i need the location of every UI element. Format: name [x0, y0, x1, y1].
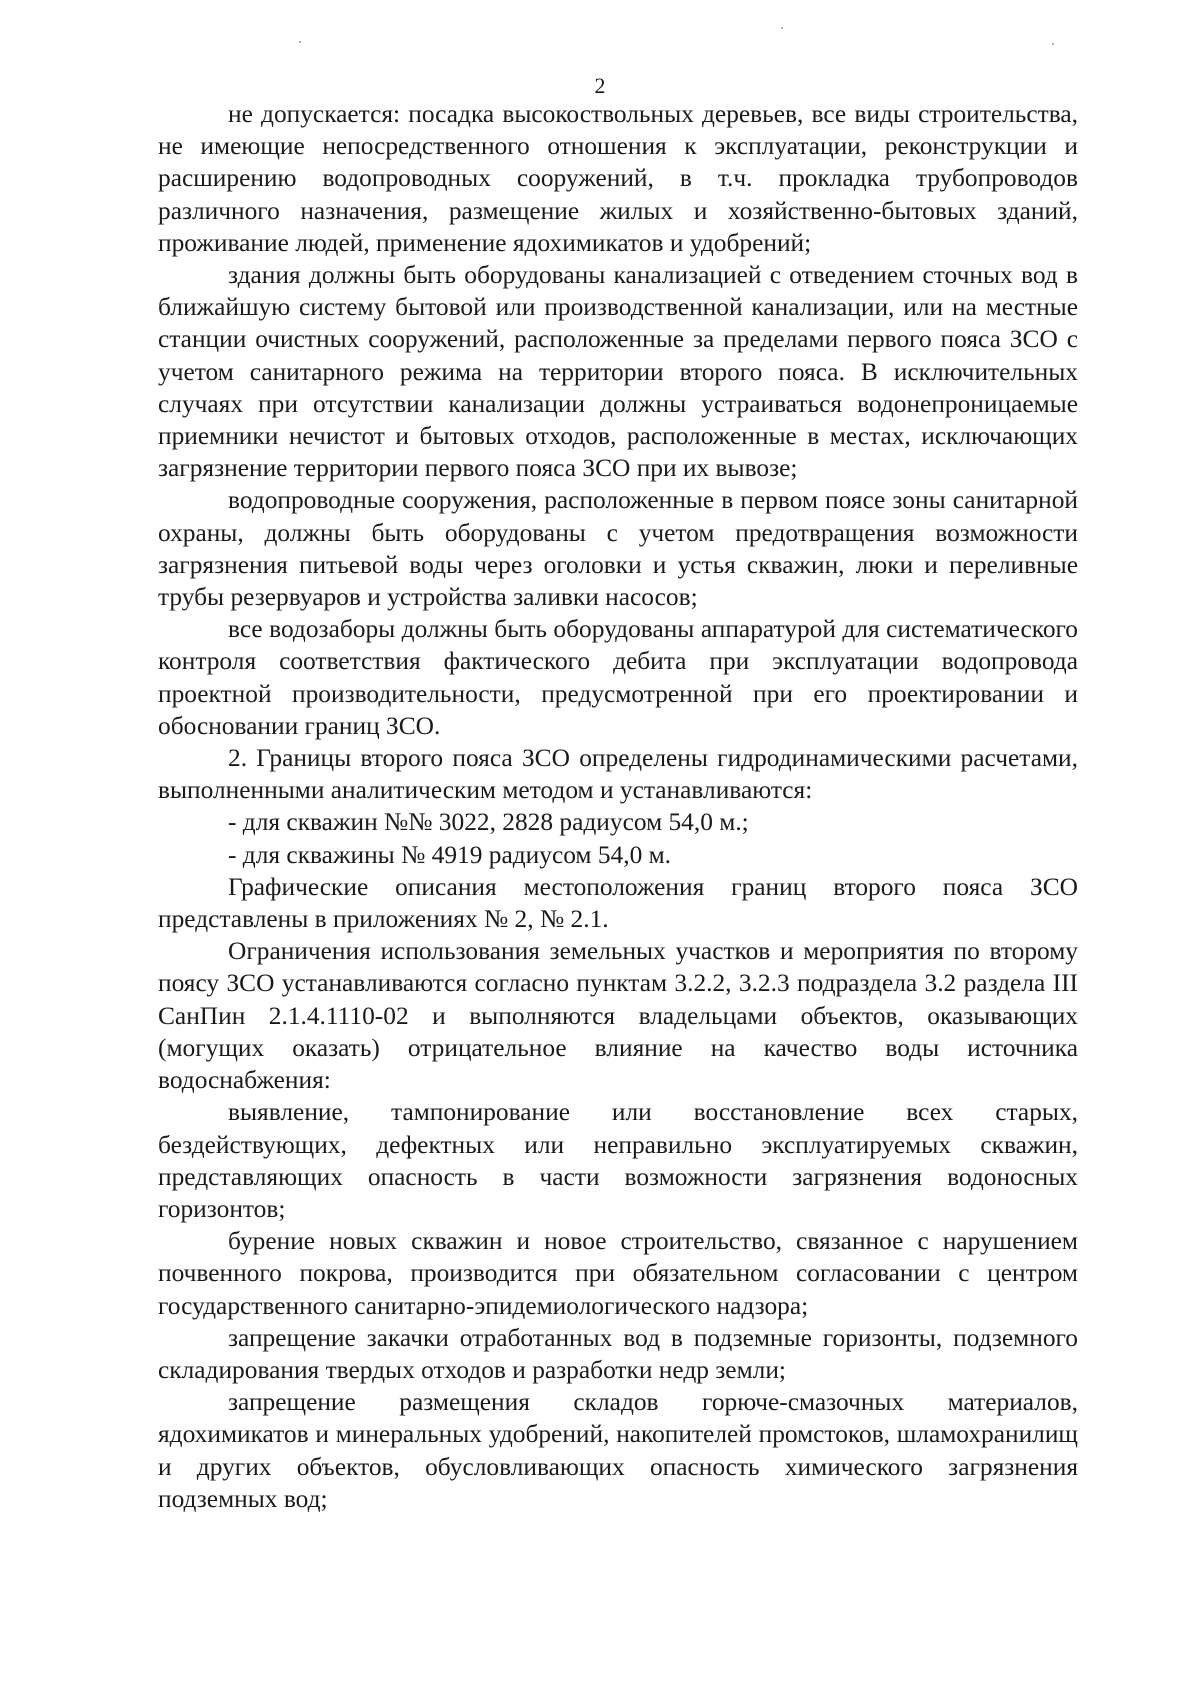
paragraph-injection-ban: запрещение закачки отработанных вод в подземные горизонты, подземного складирования твердых отходов и разработки недр земли; [158, 1323, 1078, 1384]
list-item-well-4919: - для скважины № 4919 радиусом 54,0 м. [228, 840, 672, 869]
paragraph-sewerage-requirement: здания должны быть оборудованы канализацией с отведением сточных вод в ближайшую систему бытовой или производственной канализации, или на местные станции очистных сооружений, расположенные за пределами первого пояса ЗСО с учетом санитарного режима на территории второго пояса. В исключительных случаях при отсутствии канализации должны устраиваться водонепроницаемые приемники нечистот и бытовых отходов, расположенные в местах, исключающих загрязнение территории первого пояса ЗСО при их вывозе; [158, 261, 1078, 483]
paragraph-land-use-restrictions: Ограничения использования земельных участков и мероприятия по второму поясу ЗСО устанавливаются согласно пунктам 3.2.2, 3.2.3 подраздела 3.2 раздела III СанПин 2.1.4.1110-02 и выполняются владельцами объектов, оказывающих (могущих оказать) отрицательное влияние на качество воды источника водоснабжения: [158, 937, 1078, 1095]
document-body [158, 98, 1078, 1515]
paragraph-storage-ban: запрещение размещения складов горюче-смазочных материалов, ядохимикатов и минеральных удобрений, накопителей промстоков, шламохранилищ и других объектов, обусловливающих опасность химического загрязнения подземных вод; [158, 1388, 1078, 1513]
scan-speck [299, 41, 301, 43]
scan-speck [781, 27, 783, 29]
paragraph-identification-of-wells: выявление, тампонирование или восстановление всех старых, бездействующих, дефектных или неправильно эксплуатируемых скважин, представляющих опасность в части возможности загрязнения водоносных горизонтов; [158, 1098, 1078, 1223]
paragraph-new-drilling: бурение новых скважин и новое строительство, связанное с нарушением почвенного покрова, производится при обязательном согласовании с центром государственного санитарно-эпидемиологического надзора; [158, 1227, 1078, 1320]
scan-speck [1052, 43, 1054, 45]
paragraph-water-facilities: водопроводные сооружения, расположенные в первом поясе зоны санитарной охраны, должны быть оборудованы с учетом предотвращения возможности загрязнения питьевой воды через оголовки и устья скважин, люки и переливные трубы резервуаров и устройства заливки насосов; [158, 486, 1078, 612]
list-item-wells-3022-2828: - для скважин №№ 3022, 2828 радиусом 54,0 м.; [228, 808, 749, 837]
paragraph-graphic-descriptions: Графические описания местоположения границ второго пояса ЗСО представлены в приложениях № 2, № 2.1. [158, 872, 1078, 934]
paragraph-water-intakes-equipment: все водозаборы должны быть оборудованы аппаратурой для систематического контроля соответствия фактического дебита при эксплуатации водопровода проектной производительности, предусмотренной при его проектировании и обосновании границ ЗСО. [158, 615, 1078, 740]
page-number: 2 [594, 73, 606, 98]
paragraph-first-belt-restrictions: не допускается: посадка высокоствольных деревьев, все виды строительства, не имеющие непосредственного отношения к эксплуатации, реконструкции и расширению водопроводных сооружений, в т.ч. прокладка трубопроводов различного назначения, размещение жилых и хозяйственно-бытовых зданий, проживание людей, применение ядохимикатов и удобрений; [158, 100, 1078, 257]
paragraph-second-belt-boundaries: 2. Границы второго пояса ЗСО определены гидродинамическими расчетами, выполненными аналитическим методом и устанавливаются: [158, 744, 1078, 805]
